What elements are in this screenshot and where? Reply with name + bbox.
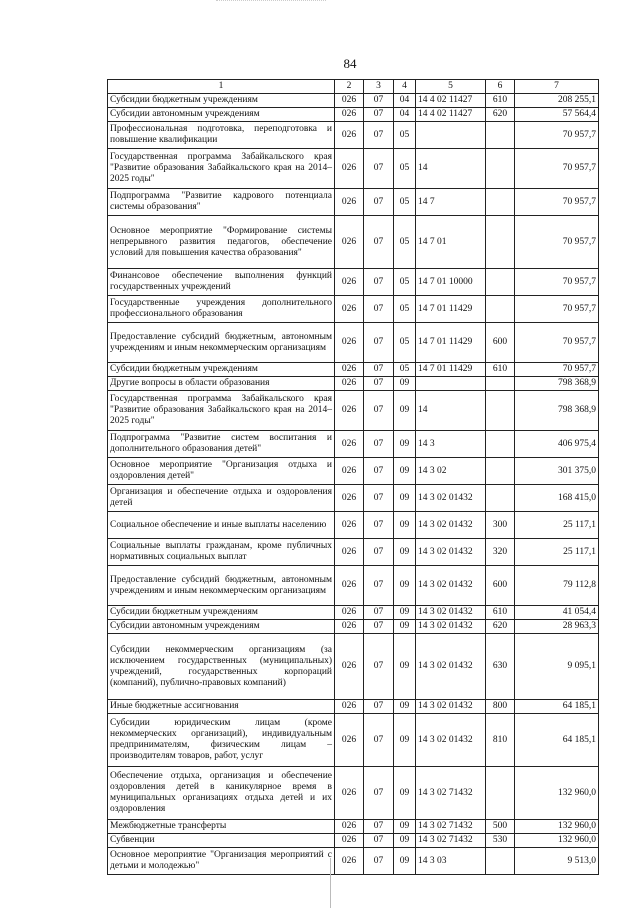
column-header: 7 xyxy=(515,80,599,94)
admin-code: 026 xyxy=(335,122,364,149)
amount-value: 301 375,0 xyxy=(515,458,599,485)
section-code: 07 xyxy=(364,377,394,391)
subsection-code: 09 xyxy=(394,391,416,431)
target-article-code: 14 7 01 11429 xyxy=(416,296,486,323)
expense-type-code: 610 xyxy=(486,606,515,620)
expense-type-code xyxy=(486,848,515,875)
expense-type-code xyxy=(486,122,515,149)
target-article-code: 14 7 01 11429 xyxy=(416,363,486,377)
row-name: Субсидии бюджетным учреждениям xyxy=(108,606,335,620)
amount-value: 25 117,1 xyxy=(515,512,599,539)
section-code: 07 xyxy=(364,296,394,323)
expense-type-code xyxy=(486,391,515,431)
section-code: 07 xyxy=(364,606,394,620)
row-name: Субсидии бюджетным учреждениям xyxy=(108,94,335,108)
scan-artifact-line xyxy=(216,0,326,1)
amount-value: 79 112,8 xyxy=(515,566,599,606)
section-code: 07 xyxy=(364,269,394,296)
row-name: Предоставление субсидий бюджетным, автономным учреждениям и иным некоммерческим организациям xyxy=(108,566,335,606)
row-name: Другие вопросы в области образования xyxy=(108,377,335,391)
admin-code: 026 xyxy=(335,377,364,391)
admin-code: 026 xyxy=(335,634,364,700)
admin-code: 026 xyxy=(335,700,364,714)
subsection-code: 09 xyxy=(394,377,416,391)
table-row xyxy=(108,269,599,296)
amount-value: 9 513,0 xyxy=(515,848,599,875)
section-code: 07 xyxy=(364,94,394,108)
expense-type-code xyxy=(486,458,515,485)
table-row xyxy=(108,458,599,485)
amount-value: 64 185,1 xyxy=(515,714,599,767)
section-code: 07 xyxy=(364,431,394,458)
expense-type-code: 800 xyxy=(486,700,515,714)
column-header: 1 xyxy=(108,80,335,94)
expense-type-code xyxy=(486,296,515,323)
section-code: 07 xyxy=(364,566,394,606)
table-row xyxy=(108,820,599,834)
admin-code: 026 xyxy=(335,391,364,431)
row-name: Субсидии юридическим лицам (кроме некоммерческих организаций), индивидуальным предпринимателям, физическим лицам – производителям товаров, работ, услуг xyxy=(108,714,335,767)
section-code: 07 xyxy=(364,216,394,269)
expense-type-code: 600 xyxy=(486,323,515,363)
amount-value: 798 368,9 xyxy=(515,391,599,431)
table-row xyxy=(108,700,599,714)
row-name: Подпрограмма "Развитие кадрового потенциала системы образования" xyxy=(108,189,335,216)
table-row xyxy=(108,149,599,189)
table-row xyxy=(108,296,599,323)
target-article-code: 14 3 02 01432 xyxy=(416,620,486,634)
amount-value: 70 957,7 xyxy=(515,296,599,323)
subsection-code: 09 xyxy=(394,820,416,834)
amount-value: 168 415,0 xyxy=(515,485,599,512)
amount-value: 70 957,7 xyxy=(515,122,599,149)
admin-code: 026 xyxy=(335,485,364,512)
subsection-code: 09 xyxy=(394,634,416,700)
admin-code: 026 xyxy=(335,834,364,848)
amount-value: 41 054,4 xyxy=(515,606,599,620)
admin-code: 026 xyxy=(335,539,364,566)
amount-value: 406 975,4 xyxy=(515,431,599,458)
scan-artifact-line xyxy=(330,858,331,908)
subsection-code: 09 xyxy=(394,714,416,767)
subsection-code: 09 xyxy=(394,458,416,485)
row-name: Межбюджетные трансферты xyxy=(108,820,335,834)
section-code: 07 xyxy=(364,458,394,485)
target-article-code: 14 4 02 11427 xyxy=(416,108,486,122)
admin-code: 026 xyxy=(335,149,364,189)
section-code: 07 xyxy=(364,700,394,714)
table-row xyxy=(108,620,599,634)
table-row xyxy=(108,512,599,539)
column-header: 4 xyxy=(394,80,416,94)
expense-type-code xyxy=(486,767,515,820)
subsection-code: 05 xyxy=(394,363,416,377)
target-article-code: 14 3 02 01432 xyxy=(416,512,486,539)
target-article-code xyxy=(416,122,486,149)
amount-value: 57 564,4 xyxy=(515,108,599,122)
target-article-code: 14 3 02 01432 xyxy=(416,714,486,767)
section-code: 07 xyxy=(364,363,394,377)
admin-code: 026 xyxy=(335,820,364,834)
table-row xyxy=(108,848,599,875)
table-row xyxy=(108,767,599,820)
row-name: Государственные учреждения дополнительного профессионального образования xyxy=(108,296,335,323)
expense-type-code: 320 xyxy=(486,539,515,566)
section-code: 07 xyxy=(364,714,394,767)
section-code: 07 xyxy=(364,391,394,431)
section-code: 07 xyxy=(364,820,394,834)
amount-value: 70 957,7 xyxy=(515,323,599,363)
column-header: 5 xyxy=(416,80,486,94)
table-row xyxy=(108,122,599,149)
row-name: Основное мероприятие "Организация мероприятий с детьми и молодежью" xyxy=(108,848,335,875)
section-code: 07 xyxy=(364,149,394,189)
row-name: Организация и обеспечение отдыха и оздоровления детей xyxy=(108,485,335,512)
section-code: 07 xyxy=(364,634,394,700)
subsection-code: 09 xyxy=(394,606,416,620)
table-row xyxy=(108,485,599,512)
row-name: Субвенции xyxy=(108,834,335,848)
column-header: 2 xyxy=(335,80,364,94)
table-row xyxy=(108,714,599,767)
target-article-code: 14 7 01 10000 xyxy=(416,269,486,296)
table-row xyxy=(108,634,599,700)
section-code: 07 xyxy=(364,539,394,566)
row-name: Субсидии автономным учреждениям xyxy=(108,108,335,122)
section-code: 07 xyxy=(364,189,394,216)
amount-value: 208 255,1 xyxy=(515,94,599,108)
table-row xyxy=(108,431,599,458)
target-article-code: 14 3 xyxy=(416,431,486,458)
expense-type-code: 300 xyxy=(486,512,515,539)
table-row xyxy=(108,94,599,108)
amount-value: 132 960,0 xyxy=(515,767,599,820)
amount-value: 64 185,1 xyxy=(515,700,599,714)
expense-type-code: 610 xyxy=(486,94,515,108)
target-article-code: 14 3 02 01432 xyxy=(416,606,486,620)
table-body xyxy=(108,94,599,875)
table-row xyxy=(108,606,599,620)
subsection-code: 04 xyxy=(394,108,416,122)
target-article-code: 14 7 01 xyxy=(416,216,486,269)
target-article-code: 14 3 02 01432 xyxy=(416,539,486,566)
subsection-code: 09 xyxy=(394,834,416,848)
admin-code: 026 xyxy=(335,767,364,820)
amount-value: 9 095,1 xyxy=(515,634,599,700)
target-article-code: 14 3 03 xyxy=(416,848,486,875)
subsection-code: 09 xyxy=(394,485,416,512)
expense-type-code: 620 xyxy=(486,108,515,122)
section-code: 07 xyxy=(364,512,394,539)
section-code: 07 xyxy=(364,108,394,122)
budget-table xyxy=(107,79,599,875)
subsection-code: 05 xyxy=(394,216,416,269)
expense-type-code xyxy=(486,269,515,296)
table-row xyxy=(108,323,599,363)
admin-code: 026 xyxy=(335,216,364,269)
subsection-code: 05 xyxy=(394,189,416,216)
expense-type-code: 610 xyxy=(486,363,515,377)
expense-type-code xyxy=(486,216,515,269)
subsection-code: 05 xyxy=(394,149,416,189)
amount-value: 70 957,7 xyxy=(515,216,599,269)
subsection-code: 09 xyxy=(394,431,416,458)
expense-type-code: 530 xyxy=(486,834,515,848)
table-row xyxy=(108,834,599,848)
row-name: Субсидии автономным учреждениям xyxy=(108,620,335,634)
target-article-code xyxy=(416,377,486,391)
admin-code: 026 xyxy=(335,269,364,296)
section-code: 07 xyxy=(364,767,394,820)
target-article-code: 14 3 02 71432 xyxy=(416,834,486,848)
row-name: Предоставление субсидий бюджетным, автономным учреждениям и иным некоммерческим организациям xyxy=(108,323,335,363)
row-name: Социальное обеспечение и иные выплаты населению xyxy=(108,512,335,539)
section-code: 07 xyxy=(364,834,394,848)
amount-value: 70 957,7 xyxy=(515,269,599,296)
subsection-code: 09 xyxy=(394,767,416,820)
subsection-code: 09 xyxy=(394,566,416,606)
admin-code: 026 xyxy=(335,431,364,458)
table-row xyxy=(108,566,599,606)
expense-type-code xyxy=(486,431,515,458)
amount-value: 132 960,0 xyxy=(515,834,599,848)
admin-code: 026 xyxy=(335,620,364,634)
section-code: 07 xyxy=(364,485,394,512)
expense-type-code: 620 xyxy=(486,620,515,634)
subsection-code: 05 xyxy=(394,296,416,323)
target-article-code: 14 3 02 01432 xyxy=(416,566,486,606)
target-article-code: 14 3 02 01432 xyxy=(416,700,486,714)
row-name: Основное мероприятие "Организация отдыха и оздоровления детей" xyxy=(108,458,335,485)
amount-value: 798 368,9 xyxy=(515,377,599,391)
admin-code: 026 xyxy=(335,189,364,216)
row-name: Государственная программа Забайкальского края "Развитие образования Забайкальского края на 2014–2025 годы" xyxy=(108,391,335,431)
target-article-code: 14 xyxy=(416,149,486,189)
admin-code: 026 xyxy=(335,606,364,620)
target-article-code: 14 3 02 xyxy=(416,458,486,485)
expense-type-code xyxy=(486,485,515,512)
row-name: Субсидии некоммерческим организациям (за исключением государственных (муниципальных) учреждений, государственных корпораций (компаний), публично-правовых компаний) xyxy=(108,634,335,700)
header-row xyxy=(108,80,599,94)
subsection-code: 05 xyxy=(394,323,416,363)
subsection-code: 09 xyxy=(394,700,416,714)
row-name: Финансовое обеспечение выполнения функций государственных учреждений xyxy=(108,269,335,296)
expense-type-code xyxy=(486,149,515,189)
admin-code: 026 xyxy=(335,512,364,539)
row-name: Субсидии бюджетным учреждениям xyxy=(108,363,335,377)
table-row xyxy=(108,216,599,269)
table-row xyxy=(108,539,599,566)
admin-code: 026 xyxy=(335,363,364,377)
subsection-code: 09 xyxy=(394,512,416,539)
row-name: Государственная программа Забайкальского края "Развитие образования Забайкальского края на 2014–2025 годы" xyxy=(108,149,335,189)
target-article-code: 14 7 xyxy=(416,189,486,216)
subsection-code: 09 xyxy=(394,620,416,634)
expense-type-code: 810 xyxy=(486,714,515,767)
admin-code: 026 xyxy=(335,714,364,767)
target-article-code: 14 xyxy=(416,391,486,431)
row-name: Профессиональная подготовка, переподготовка и повышение квалификации xyxy=(108,122,335,149)
row-name: Социальные выплаты гражданам, кроме публичных нормативных социальных выплат xyxy=(108,539,335,566)
target-article-code: 14 4 02 11427 xyxy=(416,94,486,108)
subsection-code: 09 xyxy=(394,848,416,875)
column-header: 6 xyxy=(486,80,515,94)
row-name: Основное мероприятие "Формирование системы непрерывного развития педагогов, обеспечение условий для повышения качества образования" xyxy=(108,216,335,269)
section-code: 07 xyxy=(364,323,394,363)
expense-type-code xyxy=(486,189,515,216)
subsection-code: 04 xyxy=(394,94,416,108)
table-row xyxy=(108,377,599,391)
amount-value: 28 963,3 xyxy=(515,620,599,634)
expense-type-code: 500 xyxy=(486,820,515,834)
table-row xyxy=(108,363,599,377)
column-header: 3 xyxy=(364,80,394,94)
admin-code: 026 xyxy=(335,566,364,606)
target-article-code: 14 7 01 11429 xyxy=(416,323,486,363)
amount-value: 132 960,0 xyxy=(515,820,599,834)
section-code: 07 xyxy=(364,620,394,634)
amount-value: 70 957,7 xyxy=(515,189,599,216)
subsection-code: 09 xyxy=(394,539,416,566)
admin-code: 026 xyxy=(335,108,364,122)
admin-code: 026 xyxy=(335,458,364,485)
subsection-code: 05 xyxy=(394,122,416,149)
table-row xyxy=(108,108,599,122)
amount-value: 70 957,7 xyxy=(515,149,599,189)
expense-type-code: 600 xyxy=(486,566,515,606)
section-code: 07 xyxy=(364,848,394,875)
subsection-code: 05 xyxy=(394,269,416,296)
target-article-code: 14 3 02 01432 xyxy=(416,634,486,700)
expense-type-code: 630 xyxy=(486,634,515,700)
row-name: Иные бюджетные ассигнования xyxy=(108,700,335,714)
section-code: 07 xyxy=(364,122,394,149)
target-article-code: 14 3 02 71432 xyxy=(416,767,486,820)
amount-value: 25 117,1 xyxy=(515,539,599,566)
target-article-code: 14 3 02 71432 xyxy=(416,820,486,834)
table-row xyxy=(108,189,599,216)
admin-code: 026 xyxy=(335,323,364,363)
admin-code: 026 xyxy=(335,94,364,108)
admin-code: 026 xyxy=(335,848,364,875)
row-name: Подпрограмма "Развитие систем воспитания и дополнительного образования детей" xyxy=(108,431,335,458)
page-number: 84 xyxy=(343,56,357,71)
admin-code: 026 xyxy=(335,296,364,323)
row-name: Обеспечение отдыха, организация и обеспечение оздоровления детей в каникулярное время в муниципальных организациях отдыха детей и их оздоровления xyxy=(108,767,335,820)
expense-type-code xyxy=(486,377,515,391)
target-article-code: 14 3 02 01432 xyxy=(416,485,486,512)
table-row xyxy=(108,391,599,431)
amount-value: 70 957,7 xyxy=(515,363,599,377)
